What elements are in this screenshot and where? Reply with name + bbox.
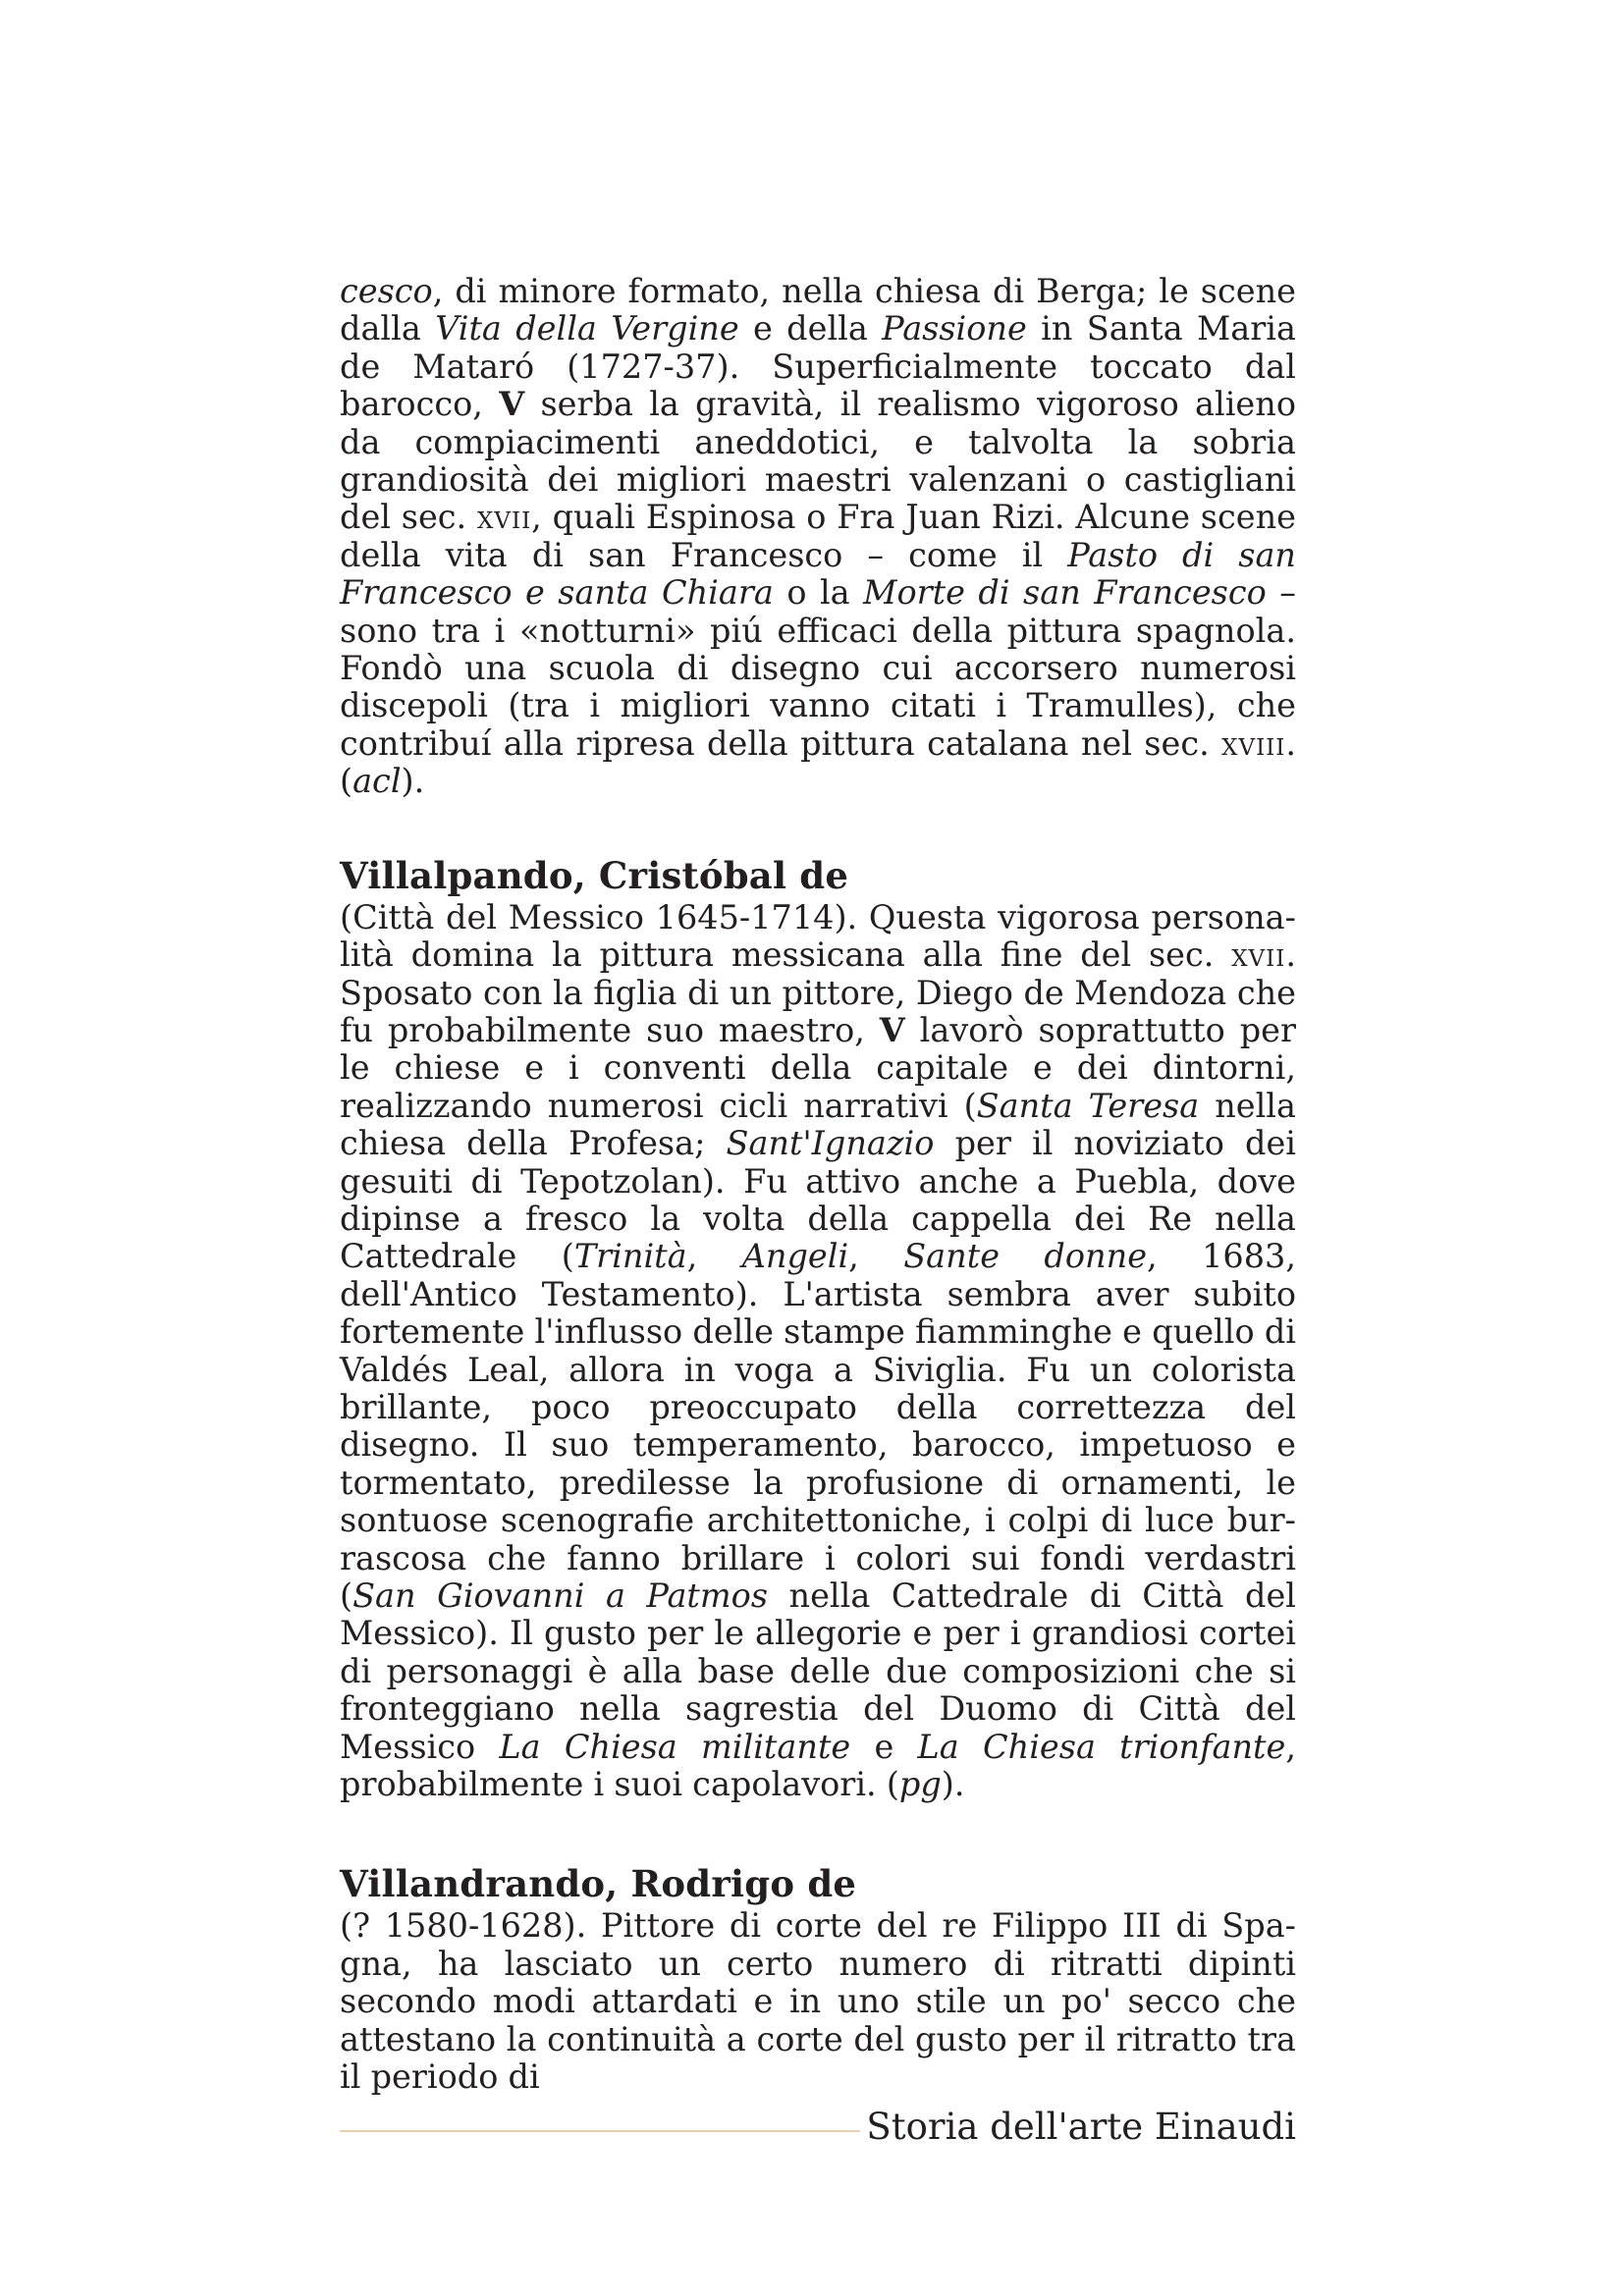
text-run: nella chiesa della Profesa; xyxy=(340,1086,1296,1163)
text-run: . ( xyxy=(340,723,1296,801)
smallcaps-run: xvii xyxy=(477,498,532,537)
text-run: , probabilmente i suoi capolavori. ( xyxy=(340,1727,1296,1804)
text-run: , di minore formato, nella chiesa di Berga; le scene dalla xyxy=(340,272,1296,348)
entry-body-villalpando xyxy=(340,899,1296,1804)
page-body xyxy=(340,273,1296,2096)
italic-run: pg xyxy=(898,1765,942,1804)
text-run: o la xyxy=(773,573,864,613)
italic-run: cesco xyxy=(340,272,433,310)
text-run: serba la gravità, il realismo vigoroso alieno da compiacimenti aneddotici, e talvolta la sobria grandiosità dei migliori maestri valenzani o castigliani del sec. xyxy=(340,385,1296,537)
bold-run: V xyxy=(499,385,525,424)
entry-title-villalpando: Villalpando, Cristóbal de xyxy=(340,853,849,897)
italic-run: Passione xyxy=(882,309,1027,348)
smallcaps-run: xvii xyxy=(1231,935,1286,975)
entry-body-villandrando xyxy=(340,1907,1296,2096)
italic-run: San Giovanni a Patmos xyxy=(352,1576,769,1615)
text-run: (Città del Messico 1645-1714). Questa vigorosa personalità domina la pittura messicana alla fine del sec. xyxy=(340,897,1296,975)
italic-run: Morte di san Francesco xyxy=(863,573,1267,613)
text-run: (? 1580-1628). Pittore di corte del re Filippo III di Spagna, ha lasciato un certo numero di ritratti dipinti secondo modi attardati e in uno stile un po' secco che attestano la continuità a corte del gusto per il ritratto tra il periodo di xyxy=(340,1906,1296,2097)
italic-run: acl xyxy=(352,762,402,801)
italic-run: Trinità xyxy=(573,1237,687,1276)
text-run: e xyxy=(850,1727,918,1766)
text-run: in Santa Maria de Mataró (1727-37). Superficialmente toccato dal barocco, xyxy=(340,309,1296,424)
text-run: , 1683, dell'Antico Testamento). L'artista sembra aver subito fortemente l'influsso delle stampe fiamminghe e quello di Valdés Leal, allora in voga a Siviglia. Fu un colorista brillante, poco preoccupato della correttezza del disegno. Il suo temperamento, barocco, impetuoso e tormentato, predilesse la profusione di ornamenti, le sontuose scenografie architettoniche, i colpi di luce burrascosa che fanno brillare i colori sui fondi verdastri ( xyxy=(340,1237,1296,1615)
footer-publisher: Storia dell'arte Einaudi xyxy=(866,2106,1296,2148)
text-run: , quali Espinosa o Fra Juan Rizi. Alcune scene della vita di san Francesco – come il xyxy=(340,498,1296,574)
text-run: , xyxy=(686,1237,742,1276)
italic-run: Angeli xyxy=(741,1237,849,1276)
italic-run: Santa Teresa xyxy=(976,1086,1200,1125)
text-run: nella Cattedrale di Città del Messico). Il gusto per le allegorie e per i grandiosi cortei di personaggi è alla base delle due composizioni che si fronteggiano nella sagrestia del Duomo di Città del Messico xyxy=(340,1576,1296,1766)
text-run: per il noviziato dei gesuiti di Tepotzolan). Fu attivo anche a Puebla, dove dipinse a fresco la volta della cappella dei Re nella Cattedrale ( xyxy=(340,1124,1296,1276)
bold-run: V xyxy=(879,1010,905,1049)
text-run: e della xyxy=(738,309,883,348)
footer-rule xyxy=(340,2130,860,2132)
italic-run: La Chiesa trionfante xyxy=(917,1727,1286,1766)
text-run: ). xyxy=(941,1765,965,1804)
intro-paragraph xyxy=(340,273,1296,801)
text-run: . Sposato con la figlia di un pittore, Diego de Mendoza che fu probabilmente suo maestro, xyxy=(340,935,1296,1049)
entry-title-villandrando: Villandrando, Rodrigo de xyxy=(340,1862,857,1906)
italic-run: La Chiesa militante xyxy=(499,1727,851,1766)
italic-run: Sant'Ignazio xyxy=(726,1124,935,1163)
italic-run: Sante donne xyxy=(903,1237,1148,1276)
smallcaps-run: xviii xyxy=(1221,723,1286,763)
page-footer xyxy=(340,2100,1296,2159)
text-run: , xyxy=(848,1237,904,1276)
text-run: ). xyxy=(401,762,425,801)
text-run: lavorò soprattutto per le chiese e i conventi della capitale e dei dintorni, realizzando numerosi cicli narrativi ( xyxy=(340,1010,1296,1125)
italic-run: Pasto di san Francesco e santa Chiara xyxy=(340,535,1296,613)
italic-run: Vita della Vergine xyxy=(435,309,739,348)
text-run: – sono tra i «notturni» piú efficaci della pittura spagnola. Fondò una scuola di disegno cui accorsero numerosi discepoli (tra i migliori vanno citati i Tramulles), che contribuí alla ripresa della pittura catalana nel sec. xyxy=(340,573,1296,763)
